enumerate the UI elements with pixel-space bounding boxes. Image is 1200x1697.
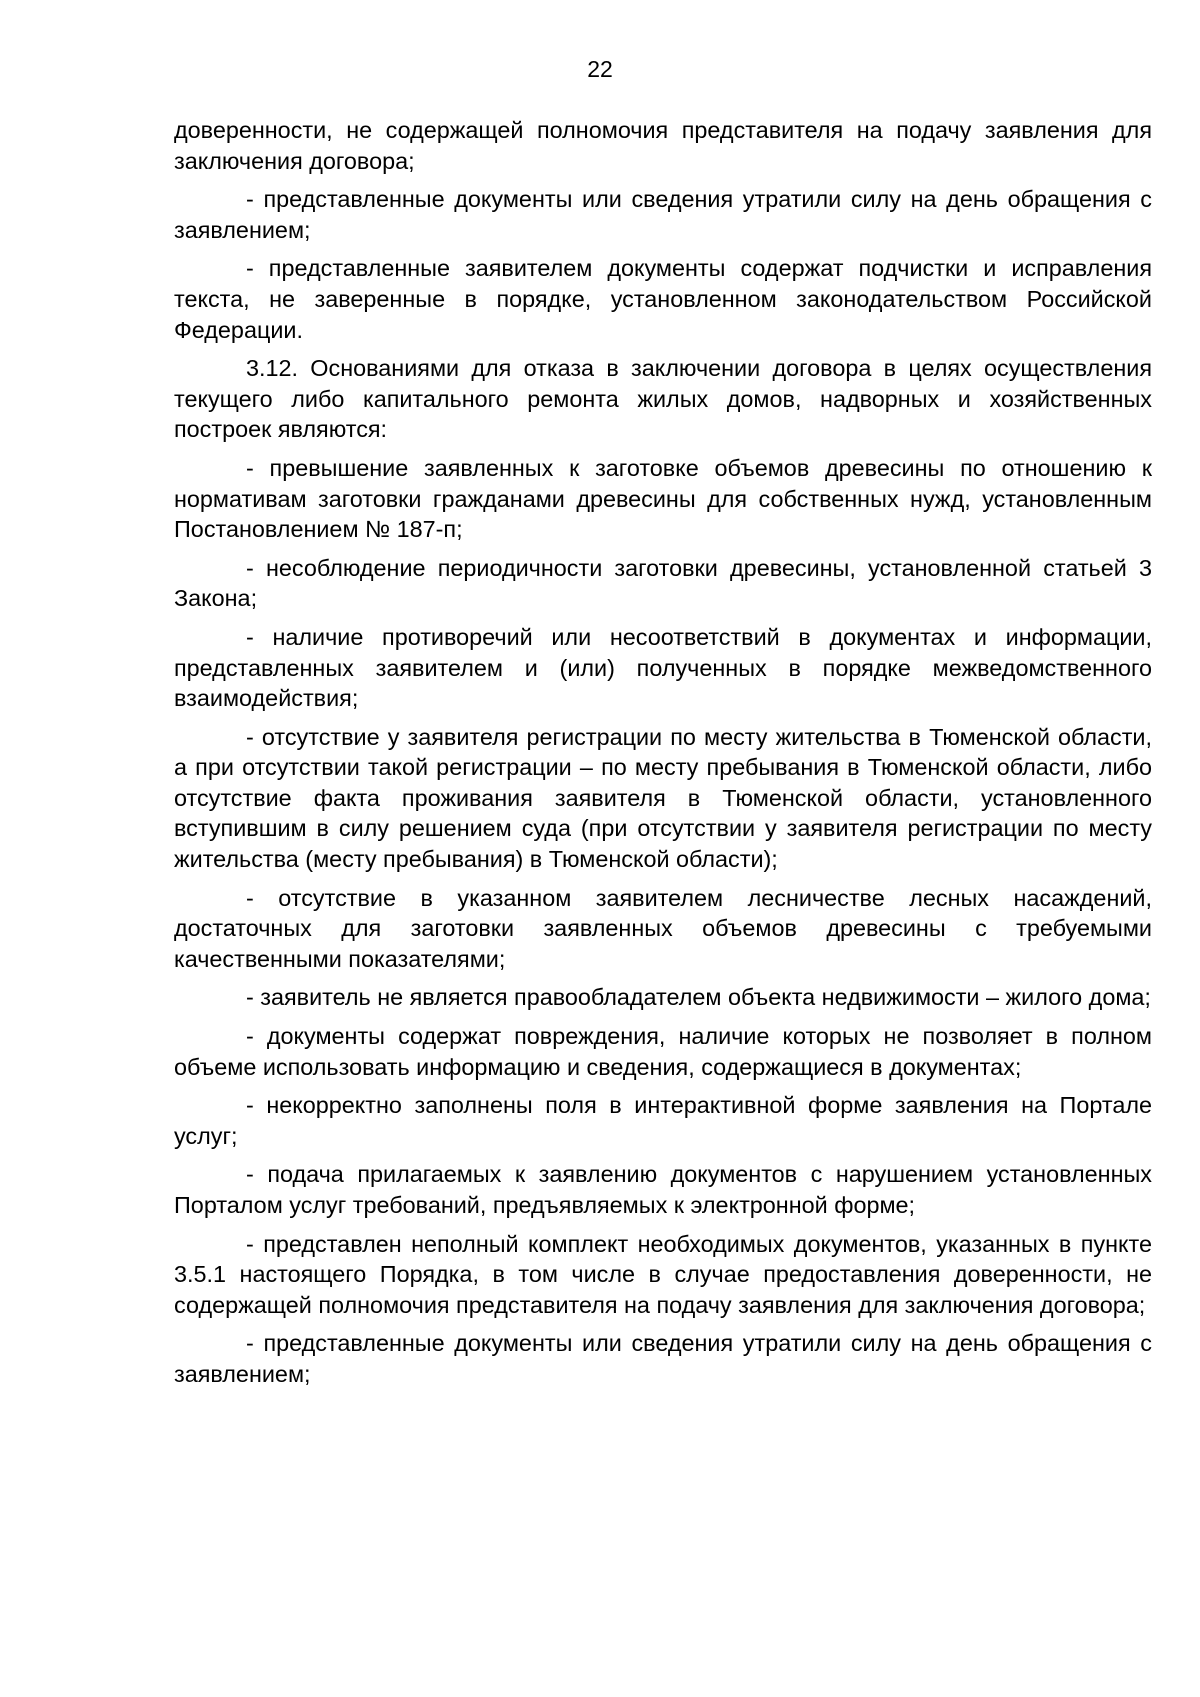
paragraph: 3.12. Основаниями для отказа в заключении договора в целях осуществления текущего либо капитального ремонта жилых домов, надворных и хозяйственных построек являются:	[174, 355, 1152, 443]
paragraph: - отсутствие в указанном заявителем лесничестве лесных насаждений, достаточных для заготовки заявленных объемов древесины с требуемыми качественными показателями;	[174, 884, 1152, 972]
paragraph: - отсутствие у заявителя регистрации по месту жительства в Тюменской области, а при отсутствии такой регистрации – по месту пребывания в Тюменской области, либо отсутствие факта проживания заявителя в Тюменской области, установленного вступившим в силу решением суда (при отсутствии у заявителя регистрации по месту жительства (месту пребывания) в Тюменской области);	[174, 723, 1152, 873]
paragraph: - документы содержат повреждения, наличие которых не позволяет в полном объеме использовать информацию и сведения, содержащиеся в документах;	[174, 1023, 1152, 1080]
paragraph: - подача прилагаемых к заявлению документов с нарушением установленных Порталом услуг требований, предъявляемых к электронной форме;	[174, 1161, 1152, 1218]
paragraph: - несоблюдение периодичности заготовки древесины, установленной статьей 3 Закона;	[174, 554, 1152, 612]
paragraph: - заявитель не является правообладателем объекта недвижимости – жилого дома;	[246, 984, 1151, 1011]
paragraph: - наличие противоречий или несоответствий в документах и информации, представленных заявителем и (или) полученных в порядке межведомственного взаимодействия;	[174, 623, 1152, 712]
paragraph: - представленные заявителем документы содержат подчистки и исправления текста, не заверенные в порядке, установленном законодательством Российской Федерации.	[174, 255, 1152, 343]
paragraph: - представлен неполный комплект необходимых документов, указанных в пункте 3.5.1 настоящего Порядка, в том числе в случае предоставления доверенности, не содержащей полномочия представителя на подачу заявления для заключения договора;	[174, 1230, 1152, 1318]
document-body	[174, 115, 1152, 1398]
paragraph: - представленные документы или сведения утратили силу на день обращения с заявлением;	[174, 186, 1152, 243]
paragraph: доверенности, не содержащей полномочия представителя на подачу заявления для заключения договора;	[174, 117, 1152, 174]
paragraph: - превышение заявленных к заготовке объемов древесины по отношению к нормативам заготовки гражданами древесины для собственных нужд, установленным Постановлением № 187-п;	[174, 454, 1152, 543]
paragraph: - некорректно заполнены поля в интерактивной форме заявления на Портале услуг;	[174, 1092, 1152, 1149]
page-number: 22	[587, 56, 613, 82]
paragraph: - представленные документы или сведения утратили силу на день обращения с заявлением;	[174, 1330, 1152, 1387]
